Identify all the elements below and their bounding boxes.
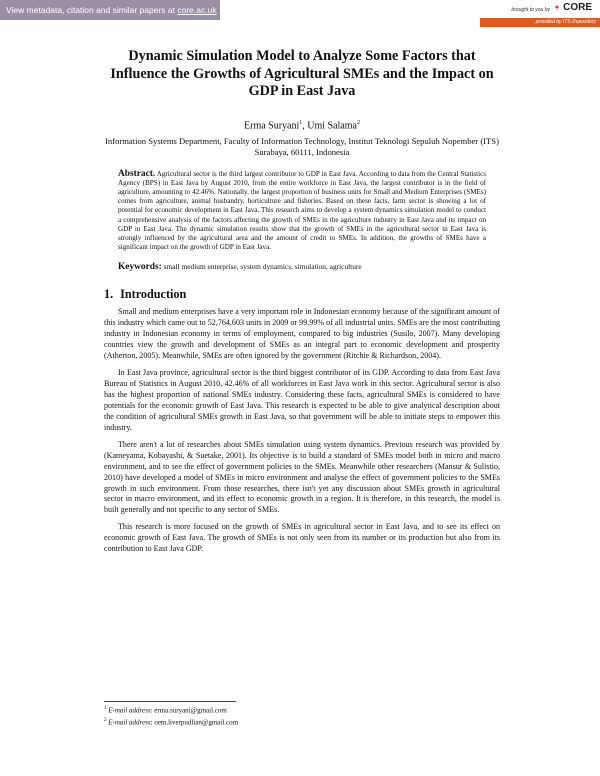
section-title: Introduction (120, 287, 187, 302)
brought-by-text: brought to you by (511, 7, 550, 13)
author-1-mark: 1 (299, 119, 303, 126)
core-logo[interactable] (554, 2, 592, 13)
author-1: Erma Suryani (244, 119, 300, 131)
core-link[interactable]: core.ac.uk (177, 5, 217, 15)
core-logo-icon: ✦ (553, 3, 561, 12)
body-paragraph: This research is more focused on the growth of SMEs in agricultural sector in East Java, and to see its effect on economic growth of East Java. The growth of SMEs is not only seen from its number or its production but also from its contribution to East Java GDP. (104, 522, 500, 554)
keywords-text: small medium enterprise, system dynamics, simulation, agriculture (163, 262, 362, 272)
footnote-1 (104, 704, 500, 716)
footnote-divider (104, 701, 236, 702)
provided-by-bar: provided by ITS Repository (480, 18, 600, 27)
paper-title: Dynamic Simulation Model to Analyze Some Factors that Influence the Growths of Agricultural SMEs and the Impact on GDP in East Java (110, 48, 494, 99)
footnote-mark: 2 (104, 717, 107, 723)
footnote-label: E-mail address (108, 718, 151, 727)
abstract (118, 170, 486, 252)
footnotes (104, 704, 500, 728)
core-logo-text: CORE (563, 2, 592, 13)
author-line (104, 117, 500, 132)
keywords-label: Keywords: (118, 262, 162, 273)
body-paragraph: There aren't a lot of researches about SMEs simulation using system dynamics. Previous research was provided by (Kameyama, Kobayashi, & Suetake, 2001). Its objective is to build a standard of SMEs model both in micro and macro environment, and to see the effect of government policies to the SMEs. Meanwhile other researchers (Mansur & Sulistio, 2010) have developed a model of SMEs in micro environment and analyse the effect of government policies to the SMEs growth in such environment. From those researches, there isn't yet any discussion about SMEs growth in agricultural sector in macro environment, and its effect to economic growth in a region. It is therefore, in this research, the model is built generally and not specific to any sector of SMEs. (104, 439, 500, 515)
footnote-mark: 1 (104, 706, 107, 711)
core-banner (0, 0, 600, 26)
section-number: 1. (104, 287, 114, 302)
author-2-mark: 2 (356, 119, 360, 126)
section-heading-introduction (104, 287, 500, 301)
paper-page (104, 48, 500, 555)
body-paragraph: In East Java province, agricultural sector is the third biggest contributor of its GDP. According to data from East Java Bureau of Statistics in August 2010, 42.46% of all workforces in East Java work in this sector. Agricultural sector is also has the highest proportion of national SMEs industry. Considering these facts, agricultural SMEs is considered to have potentials for the economic growth of East Java. This research is expected to be able to give analytical description about the condition of agricultural SMEs growth in East Java, so that government will be able to initiate steps to empower this industry. (104, 368, 500, 432)
footnote-email: : erma.suryani@gmail.com (150, 706, 227, 715)
keywords (118, 262, 486, 272)
author-2: , Umi Salama (302, 119, 357, 131)
body-paragraph: Small and medium enterprises have a very important role in Indonesian economy because of the significant amount of this industry which came out to 52,764,603 units in 2009 or 99.99% of all industrial units. SMEs are the most contributing industry in Indonesian economy in terms of employment, compared to big industries (Susilo, 2007). Many developing countries view the growth and development of SMEs as an integral part to economic development and prosperity (Atherton, 2005). Meanwhile, SMEs are often ignored by the government (Ritchie & Richardson, 2004). (104, 307, 500, 361)
footnote-2 (104, 716, 500, 728)
affiliation: Information Systems Department, Faculty of Information Technology, Institut Teknologi Sepuluh Nopember (ITS) Surabaya, 60111, Indonesia (105, 135, 499, 157)
abstract-text: Agricultural sector is the third largest contributor to GDP in East Java. According to data from the Central Statistics Agency (BPS) in East Java by August 2010, from the entire workforce in East Java, the largest contributor is in the field of agriculture, amounting to 42.46%. Nationally, the largest proportion of business units for Small and Medium Enterprises (SMEs) comes from agriculture, animal husbandry, horticulture and fisheries. Based on these facts, farm sector is showing a lot of potential for economic development in East Java. This research aims to develop a system dynamics simulation model to conduct a comprehensive analysis of the factors affecting the growth of SMEs in the agriculture industry in East Java and its impact on GDP in East Java. The dynamic simulation results show that the growth of SMEs in the agricultural sector in East Java is strongly influenced by the agricultural area and the amount of credit to SMEs. In addition, the growths of SMEs have a significant impact on the growth of GDP in East Java. (118, 169, 487, 252)
view-metadata-text: View metadata, citation and similar papers at (6, 5, 178, 15)
view-metadata-bar[interactable] (0, 0, 220, 20)
abstract-label: Abstract. (118, 168, 156, 179)
footnote-email: : oem.liverpudlian@gmail.com (150, 718, 239, 727)
footnote-label: E-mail address (108, 706, 151, 715)
